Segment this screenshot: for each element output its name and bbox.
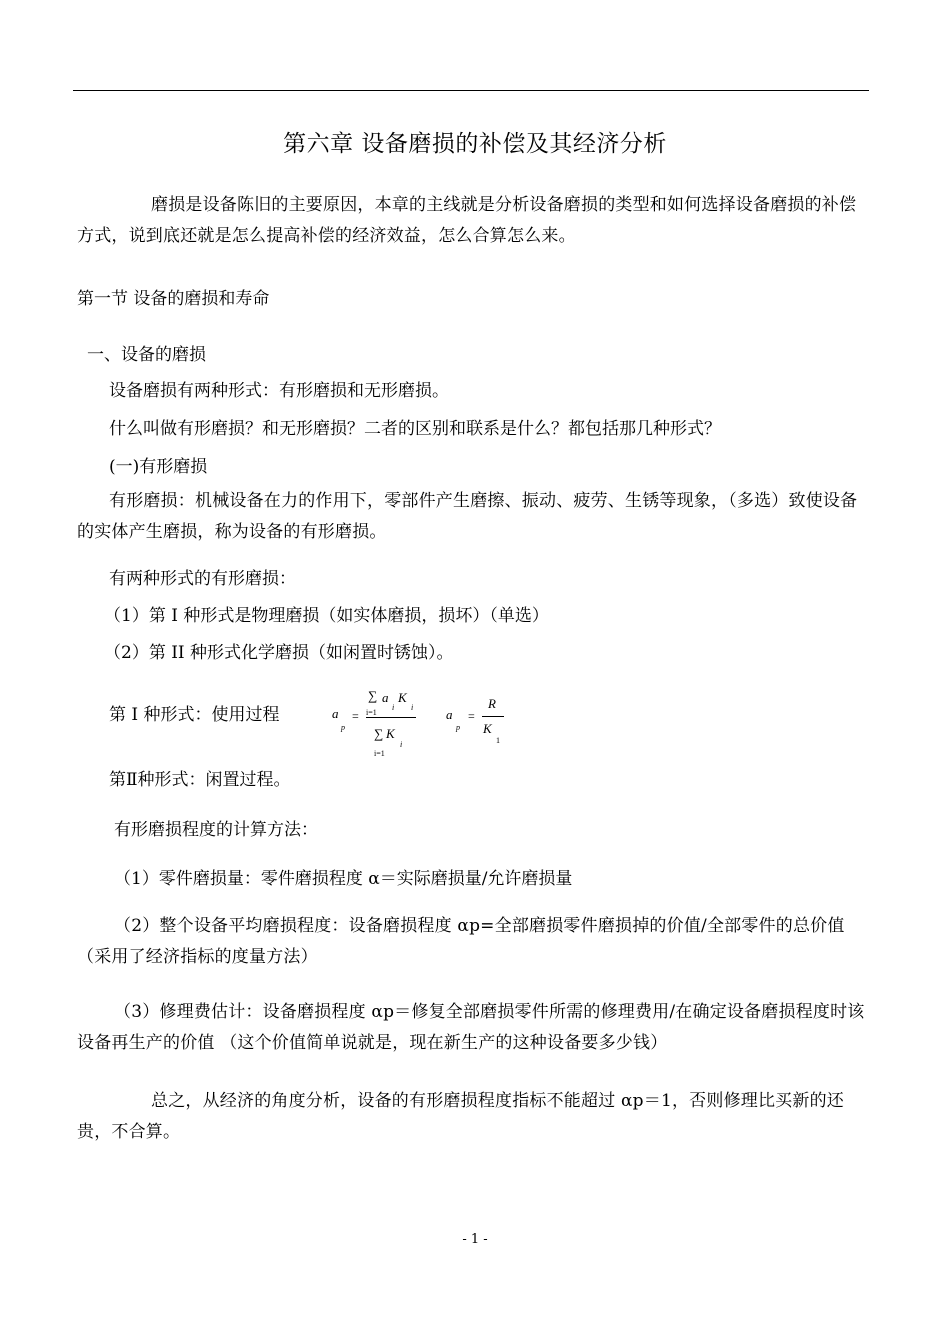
form-1-line: （1）第 I 种形式是物理磨损（如实体磨损，损坏）（单选） <box>104 606 549 626</box>
numerator-lower-index: i=1 <box>366 708 377 717</box>
two-forms-tangible: 有两种形式的有形磨损： <box>109 569 296 589</box>
formula2-lhs-sub: p <box>456 723 460 732</box>
denominator-sum-sign: ∑ <box>374 726 384 741</box>
subsection-heading: 一、设备的磨损 <box>87 345 206 365</box>
two-forms-line: 设备磨损有两种形式：有形磨损和无形磨损。 <box>109 381 449 401</box>
numerator-K: K <box>398 690 407 705</box>
formula-weighted-average <box>330 688 420 760</box>
question-line: 什么叫做有形磨损？和无形磨损？二者的区别和联系是什么？都包括那几种形式？ <box>109 419 721 439</box>
formula-equals: = <box>352 709 359 723</box>
formula2-denominator-sub: 1 <box>496 736 500 745</box>
tangible-definition: 有形磨损：机械设备在力的作用下，零部件产生磨擦、振动、疲劳、生锈等现象，（多选）致使设备的实体产生磨损，称为设备的有形磨损。 <box>77 491 858 542</box>
denominator-K-sub: i <box>400 740 403 749</box>
formula-lhs-sub: p <box>341 723 345 732</box>
form-2-idle-label: 第Ⅱ种形式：闲置过程。 <box>109 770 291 790</box>
chapter-title: 第六章 设备磨损的补偿及其经济分析 <box>283 131 667 157</box>
form-1-usage-label: 第 I 种形式：使用过程 <box>109 705 280 725</box>
page-number: - 1 - <box>462 1232 488 1247</box>
intro-paragraph: 磨损是设备陈旧的主要原因，本章的主线就是分析设备磨损的类型和如何选择设备磨损的补偿方式，说到底还就是怎么提高补偿的经济效益，怎么合算怎么来。 <box>77 195 857 246</box>
formula2-numerator: R <box>488 696 496 711</box>
formula2-lhs: a <box>446 707 453 722</box>
fraction-bar <box>366 717 416 718</box>
section-heading: 第一节 设备的磨损和寿命 <box>77 289 270 309</box>
denominator-K: K <box>386 726 395 741</box>
header-rule <box>73 90 869 91</box>
tangible-heading: (一)有形磨损 <box>109 457 208 477</box>
numerator-K-sub: i <box>411 703 414 712</box>
method-1-line: （1）零件磨损量：零件磨损程度 α＝实际磨损量/允许磨损量 <box>114 869 573 889</box>
formula-lhs: a <box>332 706 339 721</box>
form-2-line: （2）第 II 种形式化学磨损（如闲置时锈蚀）。 <box>104 643 454 663</box>
method-2-paragraph: （2）整个设备平均磨损程度：设备磨损程度 αp=全部磨损零件磨损掉的价值/全部零件的总价值（采用了经济指标的度量方法） <box>77 916 845 967</box>
formula2-denominator: K <box>483 721 492 736</box>
formula-repair-ratio <box>446 696 510 746</box>
formula2-fraction-bar <box>482 716 504 717</box>
numerator-a: a <box>382 690 389 705</box>
conclusion-paragraph: 总之，从经济的角度分析，设备的有形磨损程度指标不能超过 αp＝1，否则修理比买新的还贵，不合算。 <box>77 1091 844 1142</box>
method-3-paragraph: （3）修理费估计：设备磨损程度 αp＝修复全部磨损零件所需的修理费用/在确定设备磨损程度时该设备再生产的价值 （这个价值简单说就是，现在新生产的这种设备要多少钱） <box>77 1002 865 1053</box>
numerator-a-sub: i <box>392 703 395 712</box>
calc-methods-heading: 有形磨损程度的计算方法： <box>114 820 318 840</box>
denominator-lower-index: i=1 <box>374 749 385 758</box>
formula2-equals: = <box>468 709 475 723</box>
numerator-sum-sign: ∑ <box>368 688 378 703</box>
